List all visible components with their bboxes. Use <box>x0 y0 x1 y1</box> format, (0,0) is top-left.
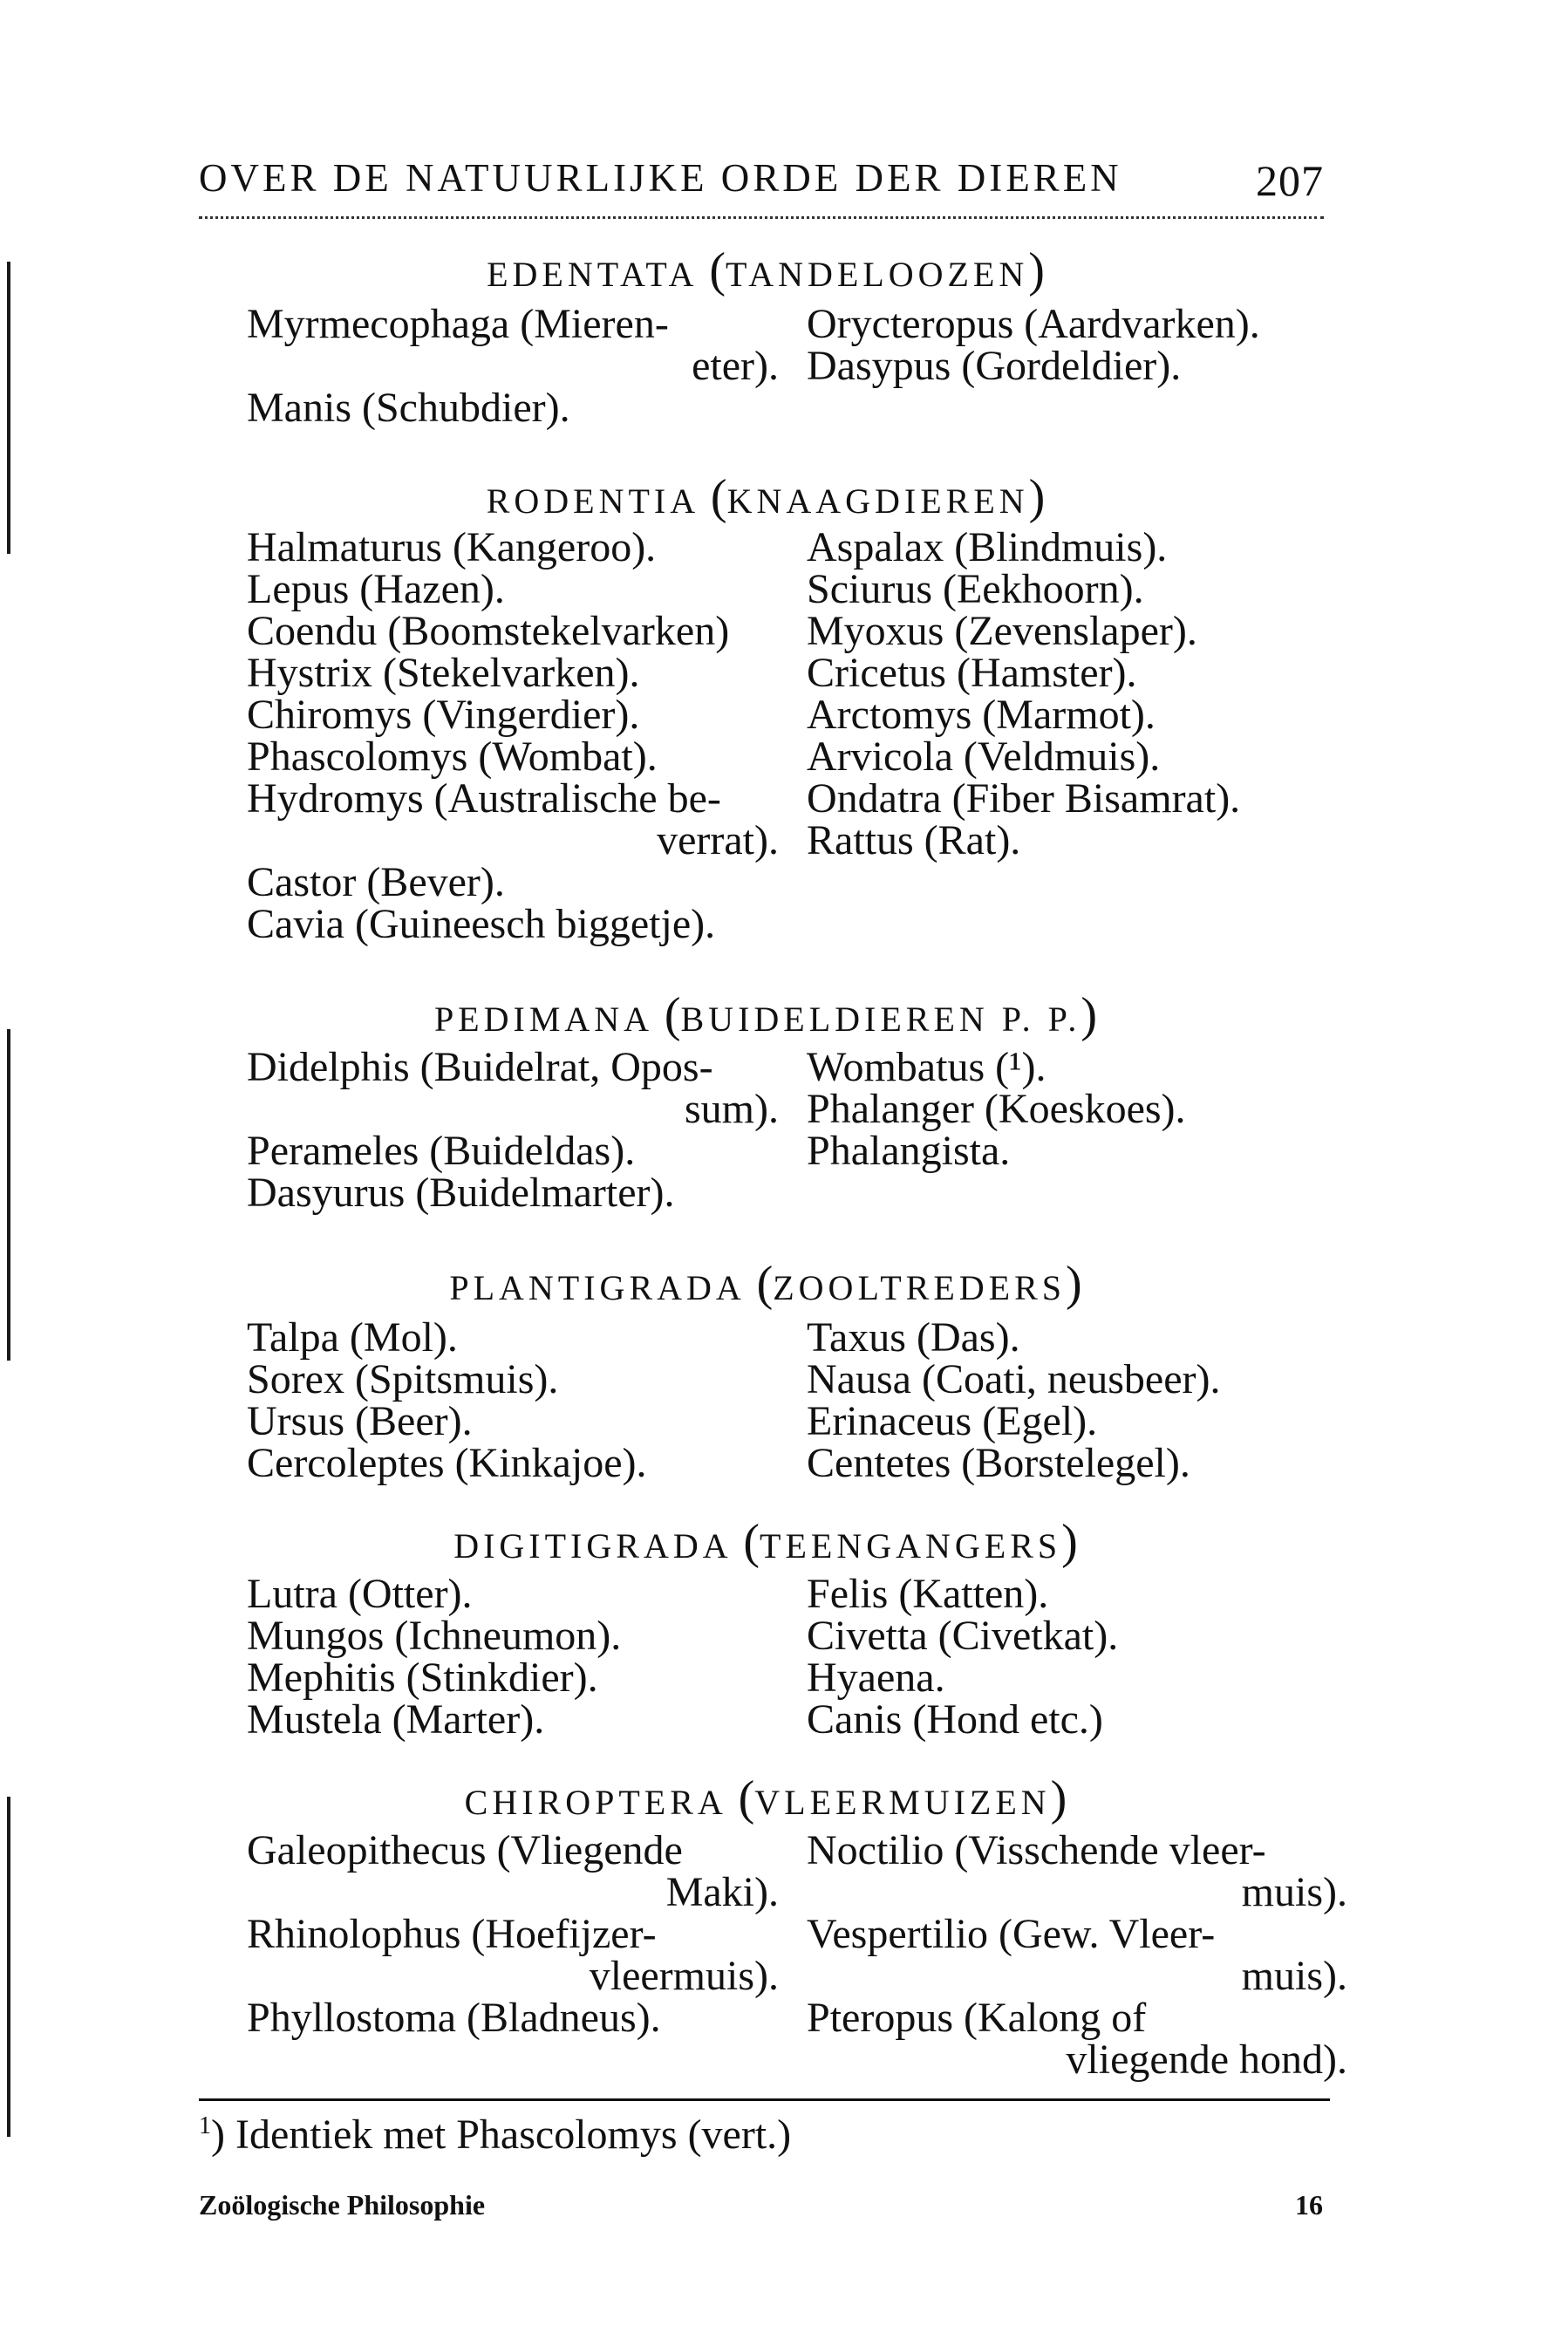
footnote-rule <box>199 2098 1330 2101</box>
species-entry: Ondatra (Fiber Bisamrat). <box>807 775 1241 822</box>
plantigrada-left-column <box>247 1314 779 1486</box>
species-entry: Talpa (Mol). <box>247 1314 458 1361</box>
species-entry: Noctilio (Visschende vleer- muis). <box>807 1827 1347 1915</box>
rodentia-right-column <box>807 524 1347 863</box>
species-entry: Lutra (Otter). <box>247 1571 473 1617</box>
order-name: PEDIMANA <box>433 1000 651 1039</box>
common-name: TANDELOOZEN <box>725 255 1029 294</box>
order-name: PLANTIGRADA <box>449 1268 744 1307</box>
species-entry: Taxus (Das). <box>807 1314 1020 1361</box>
species-entry: Phalangista. <box>807 1128 1011 1174</box>
footnote: $^1$) Identiek met Phascolomys (vert.) <box>199 2112 792 2158</box>
species-entry: Castor (Bever). <box>247 859 505 905</box>
species-entry: Aspalax (Blindmuis). <box>807 524 1168 570</box>
order-name: CHIROPTERA <box>464 1783 726 1822</box>
footnote-marker: 1 <box>199 2112 211 2139</box>
book-title-footer: Zoölogische Philosophie <box>199 2189 486 2221</box>
species-entry: Ursus (Beer). <box>247 1398 473 1444</box>
species-entry: Lepus (Hazen). <box>247 566 505 612</box>
species-entry: Rhinolophus (Hoefijzer- vleermuis). <box>247 1911 779 1999</box>
species-entry: Hystrix (Stekelvarken). <box>247 650 640 696</box>
species-entry: Erinaceus (Egel). <box>807 1398 1098 1444</box>
digitigrada-left-column <box>247 1573 779 1741</box>
species-entry: Mustela (Marter). <box>247 1696 545 1743</box>
section-title-chiroptera: CHIROPTERA (VLEERMUIZEN) <box>464 1771 1067 1825</box>
species-entry: Mungos (Ichneumon). <box>247 1613 622 1659</box>
species-entry: Myrmecophaga (Mieren- eter). <box>247 301 779 389</box>
species-entry: Sorex (Spitsmuis). <box>247 1356 559 1402</box>
pedimana-left-column <box>247 1044 779 1216</box>
species-entry: Cricetus (Hamster). <box>807 650 1137 696</box>
species-entry: Cavia (Guineesch biggetje). <box>247 901 716 947</box>
signature-mark: 16 <box>1295 2189 1323 2221</box>
species-entry: Dasypus (Gordeldier). <box>807 343 1182 389</box>
footnote-text: Identiek met Phascolomys (vert.) <box>235 2112 792 2158</box>
species-entry: Orycteropus (Aardvarken). <box>807 301 1260 347</box>
species-entry: Myoxus (Zevenslaper). <box>807 608 1197 654</box>
running-head-title: OVER DE NATUURLIJKE ORDE DER DIEREN <box>199 156 1122 200</box>
species-entry: Mephitis (Stinkdier). <box>247 1654 598 1701</box>
species-entry: Centetes (Borstelegel). <box>807 1440 1190 1486</box>
pedimana-right-column <box>807 1044 1347 1174</box>
species-entry: Dasyurus (Buidelmarter). <box>247 1170 675 1216</box>
common-name: TEENGANGERS <box>760 1526 1062 1566</box>
species-entry: Didelphis (Buidelrat, Opos- sum). <box>247 1044 779 1132</box>
common-name: BUIDELDIEREN P. P. <box>680 1000 1081 1039</box>
species-entry: Vespertilio (Gew. Vleer- muis). <box>807 1911 1347 1999</box>
species-entry: Phyllostoma (Bladneus). <box>247 1995 661 2041</box>
species-entry: Phascolomys (Wombat). <box>247 733 658 780</box>
scan-artifact <box>7 1797 10 2137</box>
running-head <box>199 155 1324 208</box>
common-name: VLEERMUIZEN <box>754 1783 1051 1822</box>
digitigrada-right-column <box>807 1573 1347 1741</box>
species-entry: Arctomys (Marmot). <box>807 692 1156 738</box>
dotted-rule <box>199 216 1324 219</box>
species-entry: Galeopithecus (Vliegende Maki). <box>247 1827 779 1915</box>
section-title-plantigrada: PLANTIGRADA (ZOOLTREDERS) <box>449 1257 1082 1311</box>
species-entry: Pteropus (Kalong of vliegende hond). <box>807 1995 1347 2083</box>
species-entry: Civetta (Civetkat). <box>807 1613 1119 1659</box>
species-entry: Coendu (Boomstekelvarken) <box>247 608 730 654</box>
common-name: KNAAGDIEREN <box>726 481 1029 521</box>
species-entry: Chiromys (Vingerdier). <box>247 692 640 738</box>
page-number: 207 <box>1256 156 1324 205</box>
order-name: DIGITIGRADA <box>453 1526 731 1566</box>
species-entry: Perameles (Buideldas). <box>247 1128 636 1174</box>
order-name: EDENTATA <box>487 255 697 294</box>
species-entry: Arvicola (Veldmuis). <box>807 733 1161 780</box>
common-name: ZOOLTREDERS <box>773 1268 1066 1307</box>
scan-artifact <box>7 262 10 554</box>
scan-artifact <box>7 1029 10 1361</box>
section-title-pedimana: PEDIMANA (BUIDELDIEREN P. P.) <box>433 988 1098 1042</box>
species-entry: Cercoleptes (Kinkajoe). <box>247 1440 647 1486</box>
species-entry: Halmaturus (Kangeroo). <box>247 524 657 570</box>
species-entry: Hydromys (Australische be- verrat). <box>247 775 779 863</box>
rodentia-left-column <box>247 524 779 947</box>
edentata-left-column <box>247 301 779 431</box>
species-entry: Wombatus (¹). <box>807 1044 1046 1090</box>
section-title-digitigrada: DIGITIGRADA (TEENGANGERS) <box>453 1515 1078 1569</box>
species-entry: Felis (Katten). <box>807 1571 1049 1617</box>
species-entry: Rattus (Rat). <box>807 817 1021 863</box>
chiroptera-left-column <box>247 1827 779 2041</box>
species-entry: Nausa (Coati, neusbeer). <box>807 1356 1221 1402</box>
plantigrada-right-column <box>807 1314 1347 1486</box>
species-entry: Manis (Schubdier). <box>247 385 570 431</box>
edentata-right-column <box>807 301 1347 389</box>
section-title-edentata: EDENTATA (TANDELOOZEN) <box>487 243 1045 297</box>
species-entry: Phalanger (Koeskoes). <box>807 1086 1186 1132</box>
section-title-rodentia: RODENTIA (KNAAGDIEREN) <box>486 470 1046 524</box>
order-name: RODENTIA <box>486 481 698 521</box>
chiroptera-right-column <box>807 1827 1347 2083</box>
species-entry: Hyaena. <box>807 1654 945 1701</box>
species-entry: Sciurus (Eekhoorn). <box>807 566 1144 612</box>
species-entry: Canis (Hond etc.) <box>807 1696 1103 1743</box>
